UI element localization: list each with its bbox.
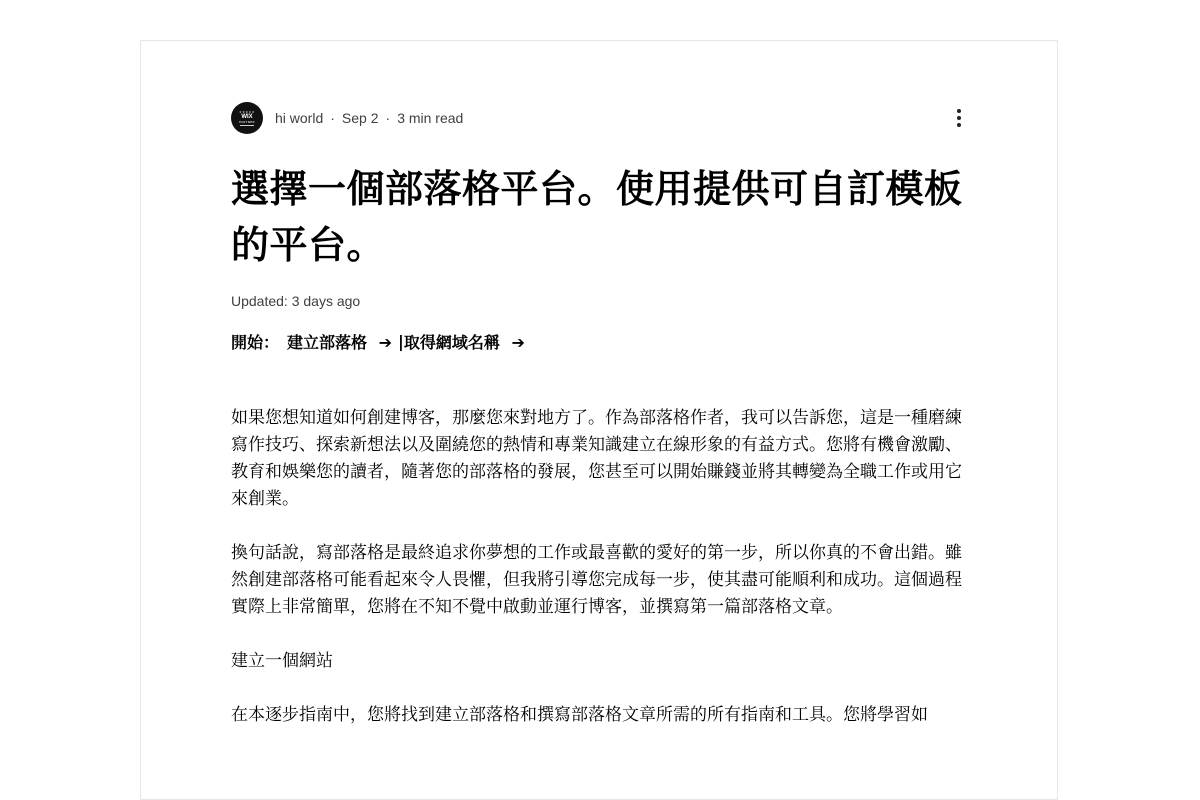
more-vertical-icon xyxy=(957,109,961,113)
post-meta xyxy=(231,102,971,134)
meta-dot: · xyxy=(385,110,391,126)
avatar[interactable] xyxy=(231,102,263,134)
post-date: Sep 2 xyxy=(341,110,379,126)
create-blog-link[interactable] xyxy=(287,330,398,353)
avatar-sub: PARTNER xyxy=(239,120,255,124)
arrow-right-icon: ➔ xyxy=(378,332,393,352)
avatar-divider xyxy=(240,125,254,126)
more-actions-button[interactable] xyxy=(947,106,971,130)
create-blog-link-text: 建立部落格 xyxy=(287,332,368,352)
start-label: 開始： xyxy=(231,332,280,352)
avatar-stars-icon: ★★★★★ xyxy=(239,110,255,114)
start-links xyxy=(231,329,971,353)
paragraph-3: 在本逐步指南中，您將找到建立部落格和撰寫部落格文章所需的所有指南和工具。您將學習如 xyxy=(231,705,928,725)
post-content xyxy=(231,102,971,729)
section-heading: 建立一個網站 xyxy=(231,651,333,671)
get-domain-link-text: 取得網域名稱 xyxy=(403,332,500,352)
arrow-right-icon: ➔ xyxy=(511,332,525,352)
more-vertical-icon xyxy=(957,116,961,120)
link-separator: | xyxy=(398,331,404,351)
avatar-brand: WIX xyxy=(241,114,253,120)
more-vertical-icon xyxy=(957,123,961,127)
get-domain-link[interactable] xyxy=(404,330,531,353)
meta-dot: · xyxy=(330,110,335,126)
post-title: 選擇一個部落格平台。使用提供可自訂模板的平台。 xyxy=(231,167,963,267)
updated-text: Updated: 3 days ago xyxy=(231,293,361,309)
blog-post-card xyxy=(140,40,1058,800)
paragraph-1: 如果您想知道如何創建博客，那麼您來對地方了。作為部落格作者，我可以告訴您，這是一種磨練寫作技巧、探索新想法以及圍繞您的熱情和專業知識建立在線形象的有益方式。您將有機會激勵、教育和娛樂您的讀者，隨著您的部落格的發展，您甚至可以開始賺錢並將其轉變為全職工作或用它來創業。 xyxy=(231,408,962,509)
meta-text xyxy=(275,110,463,126)
author-name[interactable]: hi world xyxy=(275,110,324,126)
paragraph-2: 換句話說，寫部落格是最終追求你夢想的工作或最喜歡的愛好的第一步，所以你真的不會出錯。雖然創建部落格可能看起來令人畏懼，但我將引導您完成每一步，使其盡可能順利和成功。這個過程實際上非常簡單，您將在不知不覺中啟動並運行博客，並撰寫第一篇部落格文章。 xyxy=(231,543,962,617)
read-time: 3 min read xyxy=(397,110,464,126)
